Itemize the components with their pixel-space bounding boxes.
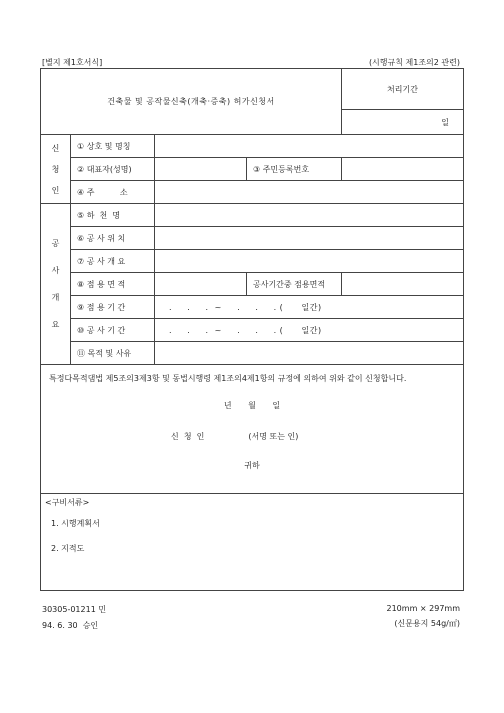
representative-field[interactable] xyxy=(155,158,247,181)
paper-spec: (신문용지 54g/㎡) xyxy=(394,619,460,628)
related-regulation: (시행규칙 제1조의2 관련) xyxy=(368,58,460,67)
form-title: 건축물 및 공작물신축(개축·증축) 허가신청서 xyxy=(41,69,342,135)
resident-id-field[interactable] xyxy=(342,158,464,181)
statement-text: 특정다목적댐법 제5조의3제3항 및 동법시행령 제1조의4제1항의 규정에 의하여 위와 같이 신청합니다. xyxy=(49,374,407,383)
work-period-area-label: 공사기간중 점용면적 xyxy=(247,273,342,296)
application-date[interactable]: 년 월 일 xyxy=(223,401,281,410)
application-form-table xyxy=(40,68,464,591)
work-location-label: ⑥ 공 사 위 치 xyxy=(71,227,155,250)
approval-date: 94. 6. 30 승인 xyxy=(42,621,99,630)
work-location-field[interactable] xyxy=(155,227,464,250)
group-char: 인 xyxy=(51,185,60,195)
applicant-sign-line xyxy=(41,431,463,442)
construction-period-field[interactable]: . . . ~ . . . ( 일간) xyxy=(155,319,464,342)
work-group-label xyxy=(41,204,71,365)
group-char: 공 xyxy=(51,239,60,248)
group-char: 청 xyxy=(51,164,60,174)
occupied-area-label: ⑧ 점 용 면 적 xyxy=(71,273,155,296)
processing-period-value: 일 xyxy=(342,110,464,135)
required-documents-section xyxy=(41,494,464,591)
statement-section xyxy=(41,365,464,494)
occupancy-period-field[interactable]: . . . ~ . . . ( 일간) xyxy=(155,296,464,319)
construction-period-label: ⑩ 공 사 기 간 xyxy=(71,319,155,342)
processing-period-label: 처리기간 xyxy=(342,69,464,110)
group-char: 개 xyxy=(51,293,60,302)
addressee: 귀하 xyxy=(244,461,260,470)
sign-note[interactable]: (서명 또는 인) xyxy=(248,432,299,441)
work-summary-field[interactable] xyxy=(155,250,464,273)
paper-size: 210mm × 297mm xyxy=(386,604,460,613)
address-label: ④ 주 소 xyxy=(71,181,155,204)
river-name-label: ⑤ 하 천 명 xyxy=(71,204,155,227)
applicant-sign-label: 신 청 인 xyxy=(171,432,205,441)
purpose-field[interactable] xyxy=(155,342,464,365)
representative-label: ② 대표자(성명) xyxy=(71,158,155,181)
documents-title: <구비서류> xyxy=(45,498,90,507)
resident-id-label: ③ 주민등록번호 xyxy=(247,158,342,181)
work-period-area-field[interactable] xyxy=(342,273,464,296)
address-field[interactable] xyxy=(155,181,464,204)
group-char: 요 xyxy=(51,320,60,329)
occupied-area-field[interactable] xyxy=(155,273,247,296)
form-code: 30305-01211 민 xyxy=(42,605,107,614)
document-item: 2. 지적도 xyxy=(51,544,85,553)
river-name-field[interactable] xyxy=(155,204,464,227)
applicant-group-label xyxy=(41,135,71,204)
name-label: ① 상호 및 명칭 xyxy=(71,135,155,158)
group-char: 사 xyxy=(51,266,60,275)
name-field[interactable] xyxy=(155,135,464,158)
purpose-label: ⑪ 목적 및 사유 xyxy=(71,342,155,365)
group-char: 신 xyxy=(51,143,60,153)
form-number: [별지 제1호서식] xyxy=(42,58,103,67)
occupancy-period-label: ⑨ 점 용 기 간 xyxy=(71,296,155,319)
work-summary-label: ⑦ 공 사 개 요 xyxy=(71,250,155,273)
document-item: 1. 시행계획서 xyxy=(51,519,100,528)
